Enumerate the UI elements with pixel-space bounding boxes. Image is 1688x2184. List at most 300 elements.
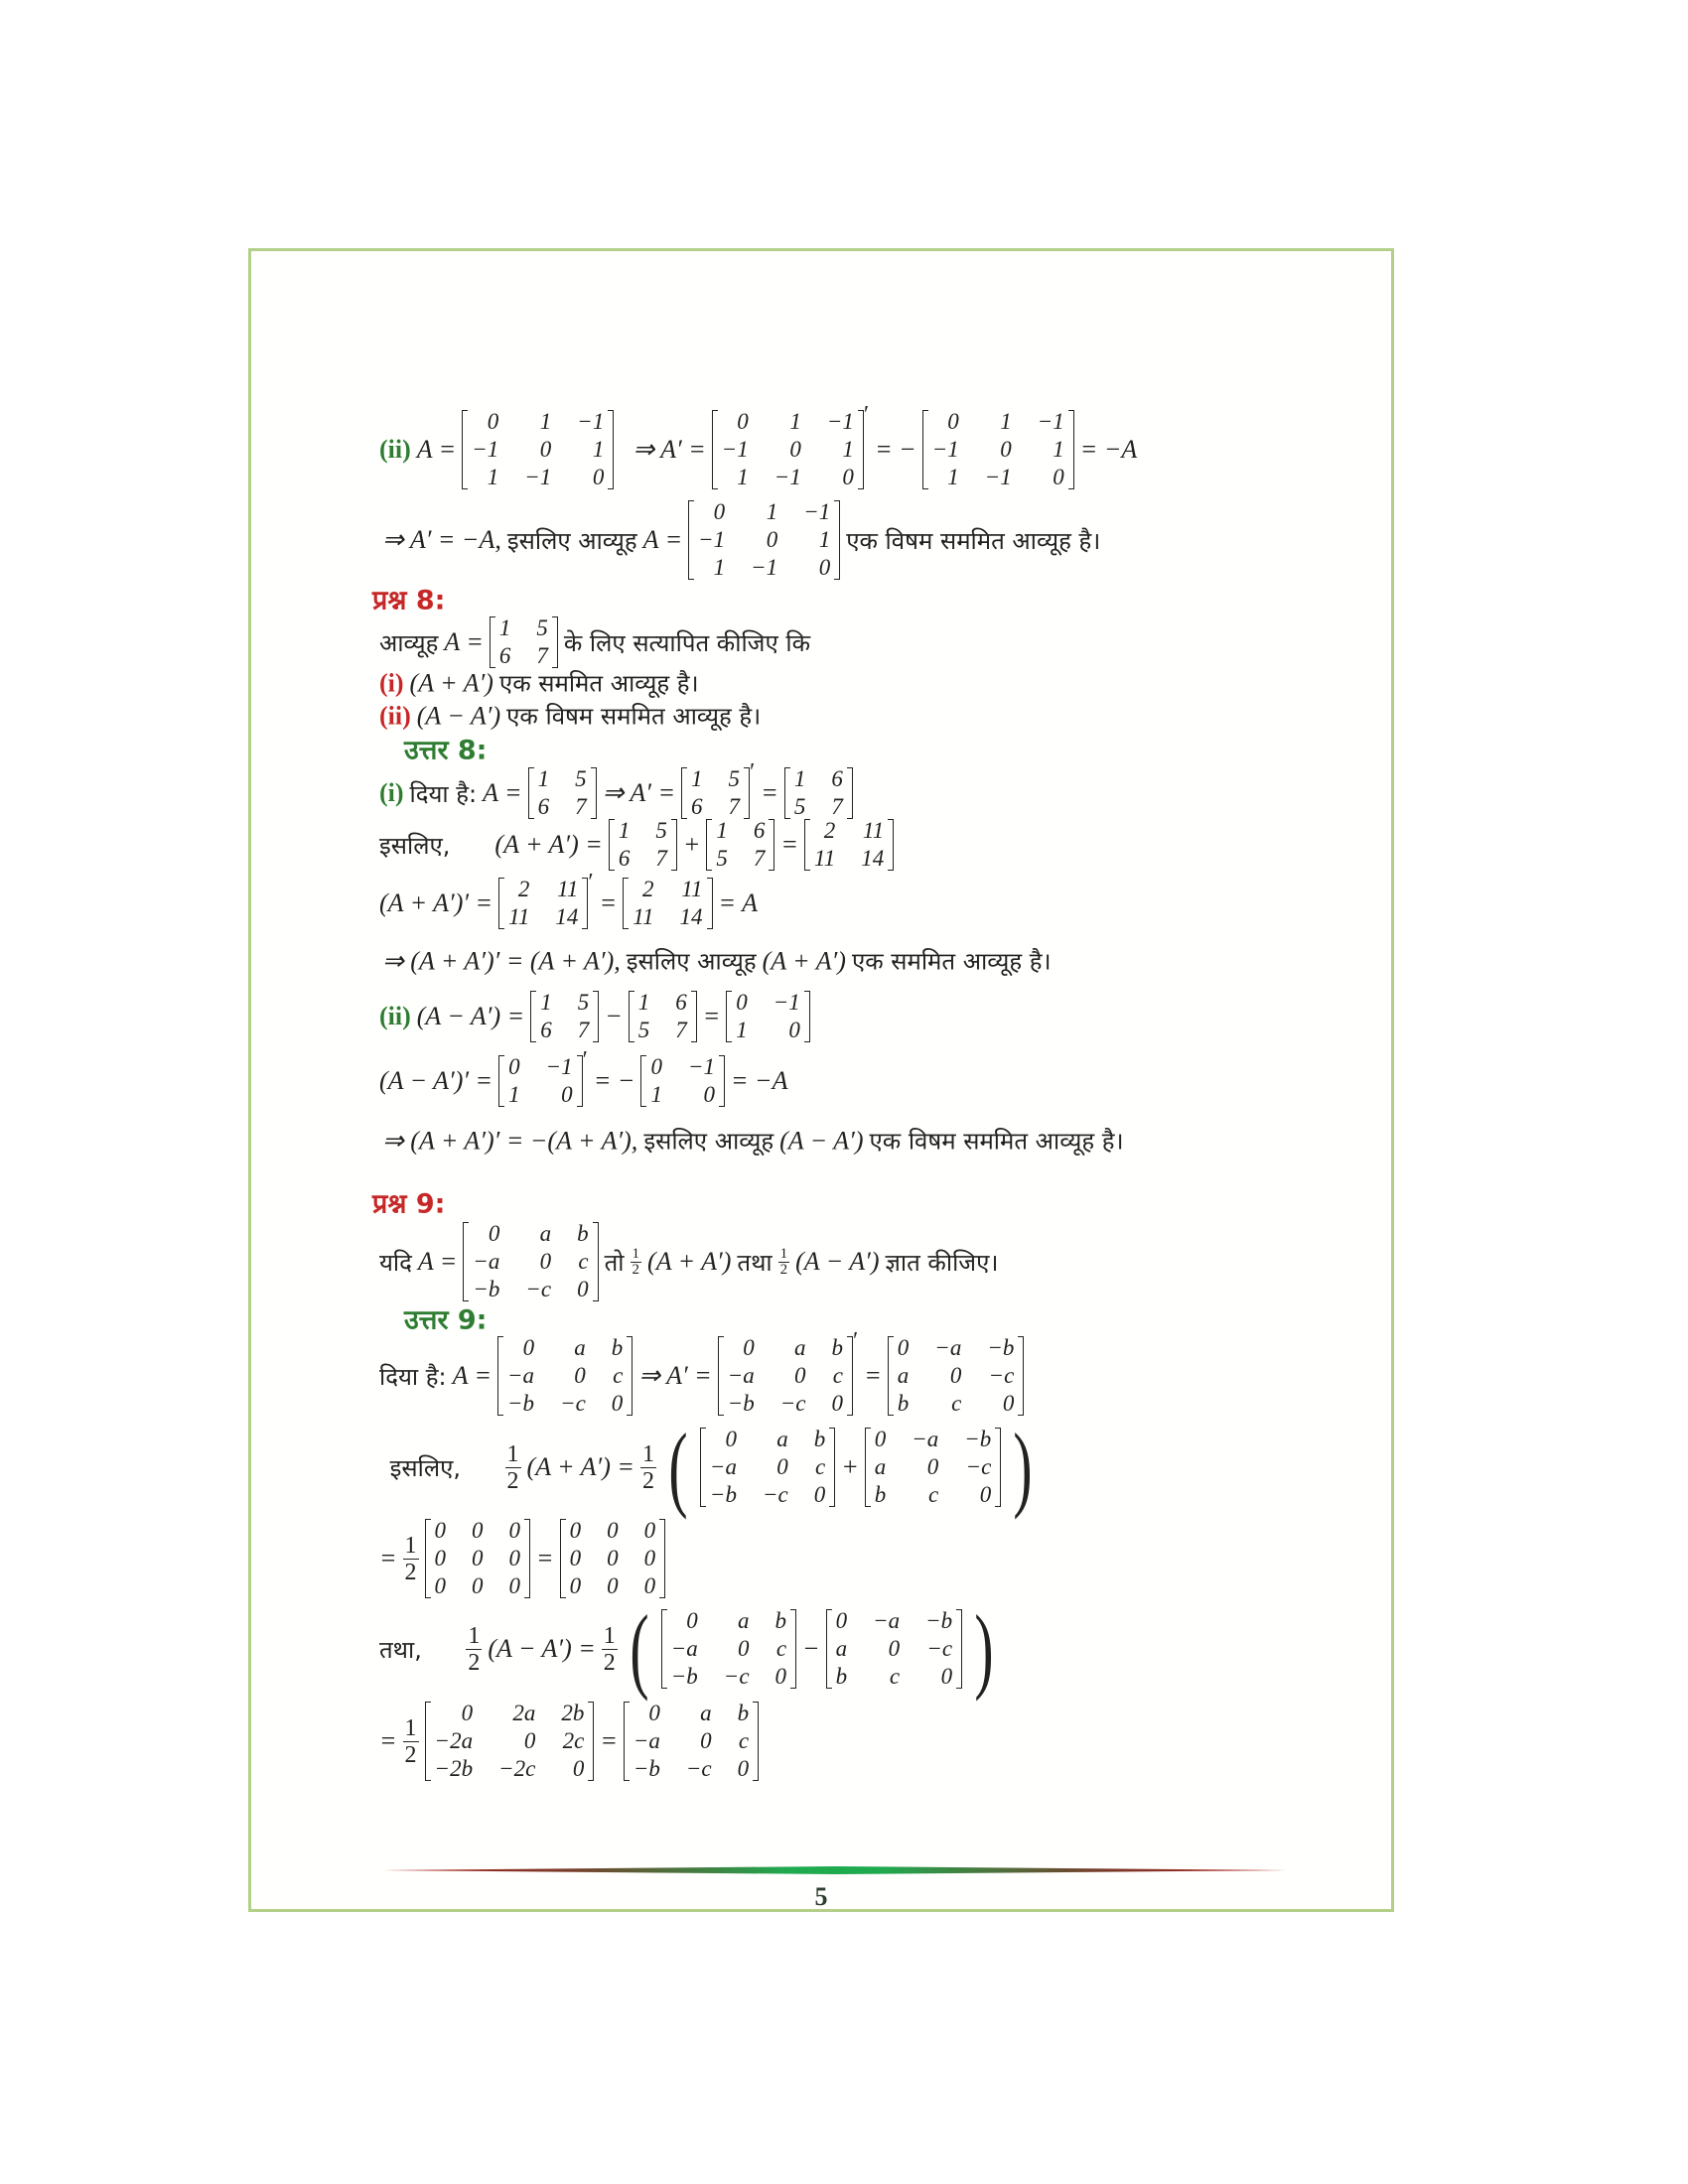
matrix-cell: −1: [774, 465, 801, 489]
matrix: [640, 1053, 725, 1109]
matrix-cell: 14: [679, 904, 703, 929]
matrix-cell: 2b: [561, 1701, 585, 1725]
math-expression: A =: [444, 627, 484, 656]
hindi-text: यदि: [379, 1248, 412, 1277]
matrix: [865, 1426, 1002, 1509]
matrix-cell: c: [578, 1249, 589, 1274]
matrix-cell: 7: [655, 846, 667, 871]
matrix-cell: 5: [728, 766, 741, 791]
matrix-body: [609, 817, 677, 873]
matrix-cell: −c: [723, 1664, 750, 1689]
matrix-cell: 6: [753, 818, 766, 843]
matrix-cell: −1: [698, 527, 726, 552]
matrix-body: [826, 1607, 963, 1691]
matrix-cell: 1: [736, 1018, 748, 1042]
matrix-cell: a: [897, 1363, 910, 1388]
math-expression: A =: [416, 435, 457, 464]
matrix-cell: 1: [716, 818, 728, 843]
matrix-cell: 0: [643, 1573, 656, 1598]
math-expression: = −A: [1079, 435, 1138, 464]
matrix-cell: 1: [737, 465, 749, 489]
matrix-cell: 11: [508, 904, 530, 929]
matrix-cell: 1: [1053, 437, 1064, 462]
matrix-cell: −c: [988, 1363, 1015, 1388]
fraction: [778, 1247, 790, 1278]
hindi-text: के लिए सत्यापित कीजिए कि: [563, 628, 811, 657]
matrix-cell: 7: [536, 643, 548, 668]
matrix-cell: 6: [537, 794, 550, 819]
content-line: [379, 817, 894, 873]
matrix-cell: a: [874, 1454, 887, 1479]
matrix-body: [623, 876, 712, 931]
denominator: 2: [506, 1467, 519, 1494]
matrix-cell: 0: [508, 1546, 521, 1570]
matrix-cell: b: [897, 1391, 910, 1416]
parenthesis: (: [668, 1414, 688, 1520]
math-expression: ⇒ A′ =: [638, 1361, 712, 1390]
matrix-cell: −c: [762, 1482, 788, 1507]
matrix-cell: a: [835, 1636, 848, 1661]
transpose-mark: ′: [750, 759, 756, 785]
math-expression: (A + A′): [762, 946, 846, 975]
fraction: [403, 1715, 419, 1768]
matrix-cell: 0: [1000, 437, 1012, 462]
matrix-cell: 11: [862, 818, 885, 843]
math-expression: (A + A′): [647, 1247, 732, 1276]
math-expression: (A − A′): [416, 701, 501, 730]
math-expression: =: [864, 1361, 882, 1390]
matrix-cell: 6: [498, 643, 511, 668]
matrix-cell: 7: [577, 1018, 590, 1042]
math-expression: (A − A′)′ =: [379, 1066, 493, 1095]
matrix-cell: −1: [472, 437, 499, 462]
fraction: [466, 1623, 482, 1676]
denominator: 2: [632, 1261, 640, 1278]
matrix: [661, 1607, 796, 1691]
matrix-body: [528, 765, 597, 821]
matrix: [784, 765, 853, 821]
math-expression: =: [599, 888, 618, 917]
matrix-cell: b: [774, 1608, 787, 1633]
matrix-cell: 2: [642, 877, 654, 901]
matrix-cell: 1: [842, 437, 854, 462]
matrix: [528, 765, 597, 821]
matrix-cell: 11: [681, 877, 703, 901]
matrix-body: [706, 817, 774, 873]
math-expression: (A − A′): [779, 1126, 864, 1155]
matrix-cell: 5: [793, 794, 806, 819]
matrix: [498, 870, 594, 931]
matrix-cell: a: [539, 1221, 552, 1246]
matrix-body: [560, 1517, 666, 1600]
math-expression: ⇒ (A + A′)′ = (A + A′),: [382, 946, 621, 975]
hindi-text: तो: [604, 1248, 625, 1277]
denominator: 2: [468, 1649, 481, 1676]
numerator: 1: [779, 1245, 788, 1262]
content-line: [379, 1220, 998, 1303]
matrix-cell: 0: [743, 1335, 755, 1360]
numerator: 1: [641, 1440, 654, 1467]
fraction: [602, 1623, 618, 1676]
content-line: [379, 614, 810, 670]
content-line: [372, 581, 445, 617]
matrix-body: [425, 1700, 595, 1783]
matrix-cell: 0: [789, 437, 801, 462]
matrix-body: [624, 1700, 759, 1783]
matrix-cell: a: [700, 1701, 712, 1725]
matrix-cell: 5: [575, 766, 587, 791]
math-expression: (A + A′) =: [526, 1452, 634, 1481]
matrix-cell: 0: [835, 1608, 848, 1633]
matrix-cell: 1: [637, 990, 650, 1015]
matrix-cell: 0: [736, 990, 748, 1015]
matrix-cell: −1: [1037, 409, 1064, 434]
matrix-cell: 0: [577, 1277, 589, 1301]
hindi-text: इसलिए आव्यूह: [506, 526, 637, 555]
part-label: (i): [379, 778, 404, 807]
matrix-cell: 6: [675, 990, 687, 1015]
matrix-cell: 11: [633, 904, 654, 929]
matrix-cell: −b: [670, 1664, 698, 1689]
fraction: [505, 1441, 521, 1494]
answer-heading: उत्तर 9:: [404, 1304, 488, 1336]
matrix: [463, 1220, 598, 1303]
matrix-cell: −a: [727, 1363, 755, 1388]
matrix-cell: −a: [873, 1608, 901, 1633]
math-expression: (A + A′)′ =: [379, 888, 493, 917]
hindi-text: इसलिए,: [379, 831, 451, 860]
matrix-cell: 7: [675, 1018, 687, 1042]
matrix-cell: 14: [861, 846, 885, 871]
hindi-text: एक सममित आव्यूह है।: [851, 947, 1052, 976]
matrix-cell: c: [889, 1664, 901, 1689]
fraction: [403, 1533, 419, 1585]
matrix-body: [629, 989, 697, 1044]
matrix-cell: 0: [940, 1664, 953, 1689]
matrix-cell: 0: [472, 1546, 484, 1570]
matrix-cell: 7: [753, 846, 766, 871]
content-line: [379, 1595, 1000, 1702]
hindi-text: दिया है:: [409, 779, 478, 808]
numerator: 1: [404, 1532, 417, 1559]
matrix-cell: 0: [888, 1636, 901, 1661]
math-expression: ⇒ A′ = −A,: [382, 525, 501, 554]
matrix-cell: 0: [461, 1701, 474, 1725]
matrix-body: [922, 408, 1074, 491]
matrix-body: [530, 989, 599, 1044]
matrix-cell: 0: [572, 1756, 585, 1781]
matrix-cell: −a: [670, 1636, 698, 1661]
math-expression: =: [761, 778, 778, 807]
matrix-body: [640, 1053, 725, 1109]
hindi-text: एक विषम सममित आव्यूह है।: [869, 1127, 1124, 1156]
matrix-cell: b: [874, 1482, 887, 1507]
matrix-cell: 0: [947, 409, 959, 434]
math-expression: ⇒ A′ =: [602, 778, 676, 807]
matrix-cell: −c: [965, 1454, 992, 1479]
math-expression: (A − A′) =: [416, 1002, 525, 1030]
parenthesis: ): [1013, 1414, 1033, 1520]
math-expression: ⇒ A′ =: [620, 435, 706, 464]
matrix-cell: 0: [488, 1221, 500, 1246]
content-line: [372, 1184, 445, 1221]
math-expression: =: [379, 1726, 397, 1755]
matrix-cell: −b: [633, 1756, 660, 1781]
matrix: [706, 817, 774, 873]
matrix-cell: 1: [540, 990, 552, 1015]
matrix-cell: 7: [831, 794, 843, 819]
matrix-cell: b: [835, 1664, 848, 1689]
hindi-text: एक सममित आव्यूह है।: [498, 669, 699, 698]
math-expression: =: [780, 830, 798, 859]
matrix-cell: b: [813, 1427, 826, 1451]
matrix-cell: 2c: [562, 1728, 585, 1753]
matrix: [425, 1700, 595, 1783]
numerator: 1: [632, 1245, 640, 1262]
matrix-cell: 0: [508, 1573, 521, 1598]
matrix-cell: −1: [545, 1054, 573, 1079]
matrix-cell: −c: [779, 1391, 806, 1416]
matrix-cell: 0: [434, 1546, 447, 1570]
math-expression: (A + A′) =: [456, 830, 603, 859]
hindi-text: इसलिए,: [382, 1453, 462, 1482]
math-expression: =: [536, 1544, 554, 1572]
matrix-cell: −a: [633, 1728, 660, 1753]
denominator: 2: [779, 1261, 788, 1278]
parenthesis: ): [974, 1595, 994, 1702]
matrix-cell: −1: [524, 465, 552, 489]
matrix: [700, 1426, 835, 1509]
matrix: [498, 1047, 588, 1109]
matrix-cell: a: [776, 1427, 788, 1451]
matrix-cell: 0: [788, 1018, 800, 1042]
matrix: [888, 1334, 1025, 1418]
hindi-text: एक विषम सममित आव्यूह है।: [506, 702, 762, 731]
matrix-cell: 7: [575, 794, 587, 819]
matrix-cell: 0: [700, 1728, 712, 1753]
matrix-cell: 1: [487, 465, 499, 489]
math-expression: A =: [483, 778, 522, 807]
matrix-cell: 0: [713, 499, 726, 524]
denominator: 2: [641, 1467, 654, 1494]
matrix-cell: 0: [979, 1482, 992, 1507]
content-line: [379, 1517, 665, 1600]
matrix-cell: −a: [934, 1335, 962, 1360]
matrix-cell: 0: [774, 1664, 787, 1689]
hindi-text: आव्यूह: [379, 628, 439, 657]
matrix-cell: 0: [607, 1518, 619, 1543]
matrix-cell: 1: [650, 1082, 662, 1107]
matrix-cell: 2: [823, 818, 836, 843]
matrix-cell: 5: [716, 846, 728, 871]
matrix: [726, 989, 810, 1044]
matrix-cell: 2a: [512, 1701, 536, 1725]
matrix: [922, 408, 1074, 491]
matrix-cell: 0: [818, 555, 831, 580]
matrix-cell: a: [794, 1335, 806, 1360]
matrix-cell: 0: [508, 1054, 520, 1079]
matrix-cell: 11: [557, 877, 579, 901]
matrix-cell: 1: [713, 555, 726, 580]
matrix: [609, 817, 677, 873]
matrix-cell: 5: [637, 1018, 650, 1042]
matrix-cell: −c: [525, 1277, 552, 1301]
fraction: [631, 1247, 642, 1278]
content-line: [379, 759, 853, 821]
matrix: [624, 1700, 759, 1783]
matrix-body: [865, 1426, 1002, 1509]
parenthesis: (: [630, 1595, 649, 1702]
matrix: [804, 817, 894, 873]
matrix-cell: 0: [1053, 465, 1064, 489]
matrix-cell: 0: [611, 1391, 624, 1416]
matrix-cell: −b: [507, 1391, 535, 1416]
matrix-cell: c: [738, 1728, 750, 1753]
matrix-cell: 0: [897, 1335, 910, 1360]
matrix-cell: 0: [703, 1082, 716, 1107]
matrix-cell: 0: [487, 409, 499, 434]
transpose-mark: ′: [588, 870, 594, 895]
matrix: [490, 614, 558, 670]
matrix-cell: b: [577, 1221, 589, 1246]
matrix-cell: −1: [773, 990, 800, 1015]
matrix-cell: 0: [569, 1518, 582, 1543]
matrix-cell: c: [613, 1363, 624, 1388]
matrix-body: [463, 1220, 598, 1303]
matrix-cell: −2a: [434, 1728, 474, 1753]
matrix-cell: b: [831, 1335, 843, 1360]
question-heading: प्रश्न 8:: [372, 585, 446, 616]
matrix-cell: 6: [691, 794, 703, 819]
content-line: [404, 731, 487, 767]
matrix-cell: −c: [685, 1756, 712, 1781]
matrix-cell: 0: [813, 1482, 826, 1507]
matrix-cell: 0: [650, 1054, 662, 1079]
math-expression: = A: [718, 888, 758, 917]
matrix-cell: 0: [737, 1756, 750, 1781]
matrix-cell: 1: [793, 766, 806, 791]
math-expression: (A + A′): [409, 668, 493, 697]
denominator: 2: [404, 1741, 417, 1768]
matrix-cell: 0: [738, 1636, 750, 1661]
matrix-cell: 1: [592, 437, 605, 462]
matrix-cell: −1: [931, 437, 959, 462]
matrix-cell: 1: [1000, 409, 1012, 434]
matrix-body: [784, 765, 853, 821]
content-line: [382, 1414, 1039, 1520]
part-label: (ii): [379, 701, 411, 730]
content-line: [379, 700, 761, 733]
content-line: [379, 402, 1138, 491]
math-expression: −: [802, 1634, 820, 1663]
matrix-cell: 0: [1002, 1391, 1015, 1416]
content-line: [379, 667, 699, 700]
matrix-body: [726, 989, 810, 1044]
matrix-cell: c: [832, 1363, 843, 1388]
matrix-cell: 1: [539, 409, 552, 434]
matrix-cell: 14: [555, 904, 579, 929]
matrix-body: [425, 1517, 531, 1600]
matrix-cell: 0: [607, 1573, 619, 1598]
matrix-cell: 0: [523, 1728, 536, 1753]
matrix: [826, 1607, 963, 1691]
matrix-cell: −b: [964, 1427, 992, 1451]
matrix-body: [462, 408, 614, 491]
numerator: 1: [468, 1622, 481, 1649]
matrix-cell: 0: [874, 1427, 887, 1451]
matrix-cell: 0: [574, 1363, 586, 1388]
part-label: (ii): [379, 435, 411, 464]
matrix-cell: 11: [813, 846, 836, 871]
math-expression: A =: [417, 1247, 458, 1276]
matrix-cell: −1: [721, 437, 749, 462]
content-line: [404, 1300, 487, 1337]
math-expression: =: [379, 1544, 397, 1572]
content-line: [382, 498, 1100, 582]
matrix-cell: −a: [912, 1427, 939, 1451]
matrix-cell: −2b: [434, 1756, 474, 1781]
matrix-cell: 0: [561, 1082, 573, 1107]
matrix-body: [490, 614, 558, 670]
matrix-cell: 0: [472, 1573, 484, 1598]
hindi-text: एक विषम सममित आव्यूह है।: [846, 526, 1101, 555]
matrix-cell: 1: [766, 499, 778, 524]
part-label: (i): [379, 668, 404, 697]
matrix-cell: 1: [789, 409, 801, 434]
matrix-body: [804, 817, 894, 873]
content-line: [379, 989, 810, 1044]
content-line: [379, 1328, 1024, 1418]
matrix-cell: 1: [691, 766, 703, 791]
matrix-cell: 1: [818, 527, 831, 552]
matrix-cell: −1: [577, 409, 605, 434]
matrix-cell: 7: [728, 794, 741, 819]
matrix-cell: 0: [569, 1573, 582, 1598]
matrix-cell: 0: [592, 465, 605, 489]
matrix: [623, 876, 712, 931]
matrix-body: [700, 1426, 835, 1509]
matrix: [688, 498, 840, 582]
math-expression: = −: [593, 1066, 635, 1095]
matrix-body: [497, 1334, 633, 1418]
matrix-cell: 1: [618, 818, 631, 843]
matrix-cell: a: [738, 1608, 750, 1633]
matrix-cell: −a: [507, 1363, 535, 1388]
hindi-text: तथा: [737, 1248, 773, 1277]
math-expression: = −A: [731, 1066, 788, 1095]
matrix: [718, 1328, 859, 1418]
numerator: 1: [404, 1714, 417, 1741]
question-heading: प्रश्न 9:: [372, 1188, 446, 1220]
hindi-text: इसलिए आव्यूह: [643, 1127, 774, 1156]
matrix-cell: a: [574, 1335, 586, 1360]
matrix-cell: 5: [536, 615, 548, 640]
matrix: [462, 408, 614, 491]
matrix-cell: 0: [569, 1546, 582, 1570]
matrix-body: [498, 1053, 583, 1109]
matrix-cell: −1: [984, 465, 1012, 489]
hindi-text: इसलिए आव्यूह: [626, 947, 757, 976]
matrix-cell: −b: [727, 1391, 755, 1416]
matrix-cell: −c: [560, 1391, 586, 1416]
matrix-cell: 0: [508, 1518, 521, 1543]
matrix-cell: −b: [709, 1482, 737, 1507]
matrix-cell: 0: [522, 1335, 535, 1360]
transpose-mark: ′: [582, 1047, 588, 1073]
transpose-mark: ′: [853, 1328, 859, 1354]
matrix-cell: 6: [831, 766, 843, 791]
matrix-cell: c: [775, 1636, 787, 1661]
